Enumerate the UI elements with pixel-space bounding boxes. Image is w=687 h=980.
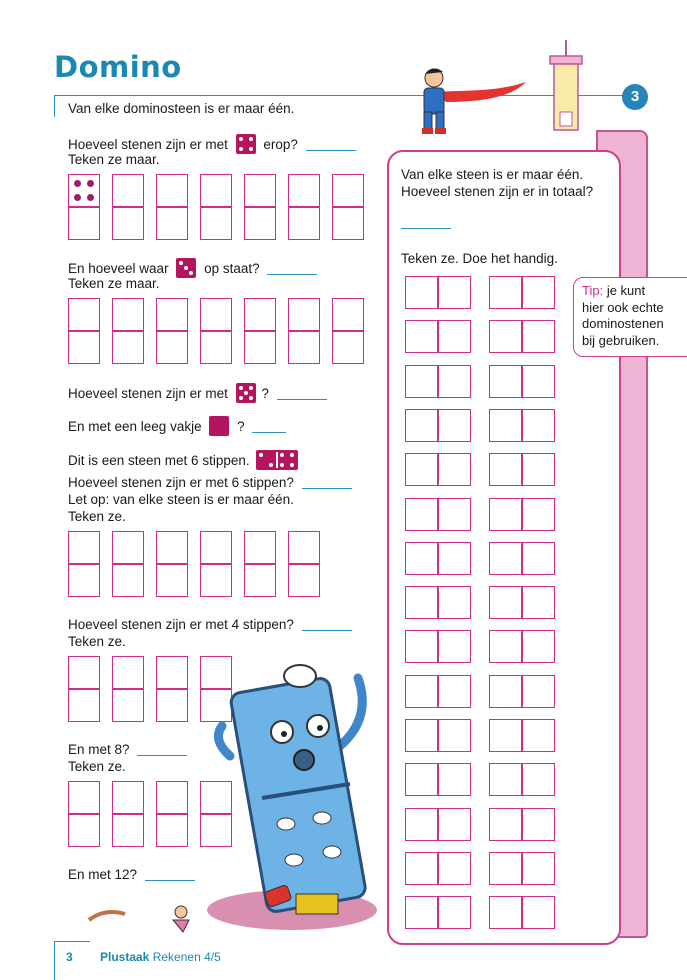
domino-blank-horizontal[interactable] bbox=[405, 365, 471, 398]
domino-blank-horizontal[interactable] bbox=[405, 630, 471, 663]
footer-brand bbox=[100, 950, 221, 964]
question-3-after: ? bbox=[261, 386, 269, 401]
tip-label: Tip: bbox=[582, 283, 604, 298]
domino-blank[interactable] bbox=[68, 781, 100, 847]
domino-blank[interactable] bbox=[156, 781, 188, 847]
domino-blank-horizontal[interactable] bbox=[489, 719, 555, 752]
footer-rule bbox=[54, 941, 90, 942]
domino-blank-horizontal[interactable] bbox=[405, 808, 471, 841]
domino-blank-horizontal[interactable] bbox=[489, 365, 555, 398]
question-2-instruction: Teken ze maar. bbox=[68, 276, 160, 291]
footer-page-number: 3 bbox=[66, 950, 73, 964]
domino-blank-horizontal[interactable] bbox=[489, 453, 555, 486]
domino-blank-horizontal[interactable] bbox=[405, 896, 471, 929]
domino-blank-horizontal[interactable] bbox=[489, 852, 555, 885]
question-4-after: ? bbox=[237, 419, 245, 434]
domino-blank-horizontal[interactable] bbox=[489, 630, 555, 663]
question-2-after: op staat? bbox=[204, 261, 260, 276]
question-8-text: En met 8? bbox=[68, 742, 130, 757]
domino-blank-horizontal[interactable] bbox=[405, 719, 471, 752]
domino-blank[interactable] bbox=[156, 298, 188, 364]
domino-blank[interactable] bbox=[200, 531, 232, 597]
domino-six-icon bbox=[256, 450, 298, 470]
domino-blank-horizontal[interactable] bbox=[489, 276, 555, 309]
domino-blank-horizontal[interactable] bbox=[405, 852, 471, 885]
domino-blank-horizontal[interactable] bbox=[489, 409, 555, 442]
answer-line[interactable] bbox=[401, 228, 451, 229]
domino-blank-horizontal[interactable] bbox=[405, 276, 471, 309]
domino-blank[interactable] bbox=[288, 531, 320, 597]
question-4-text: En met een leeg vakje bbox=[68, 419, 202, 434]
domino-blank[interactable] bbox=[332, 298, 364, 364]
question-1-instruction: Teken ze maar. bbox=[68, 152, 160, 167]
die-blank-icon bbox=[209, 416, 229, 436]
answer-line[interactable] bbox=[252, 432, 286, 433]
domino-blank-horizontal[interactable] bbox=[489, 896, 555, 929]
tower-top-illustration bbox=[540, 40, 600, 140]
domino-blank[interactable] bbox=[156, 656, 188, 722]
question-9-text: En met 12? bbox=[68, 867, 138, 882]
domino-blank-horizontal[interactable] bbox=[405, 542, 471, 575]
question-6-text: Hoeveel stenen zijn er met 6 stippen? bbox=[68, 475, 294, 490]
domino-blank-horizontal[interactable] bbox=[405, 320, 471, 353]
die-four-icon bbox=[236, 134, 256, 154]
question-7-instruction: Teken ze. bbox=[68, 634, 126, 649]
answer-line[interactable] bbox=[267, 274, 317, 275]
domino-blank[interactable] bbox=[112, 174, 144, 240]
domino-blank-horizontal[interactable] bbox=[405, 675, 471, 708]
domino-blank[interactable] bbox=[288, 298, 320, 364]
answer-line[interactable] bbox=[302, 488, 352, 489]
domino-blank[interactable] bbox=[288, 174, 320, 240]
tip-text-1: je kunt bbox=[606, 283, 646, 298]
question-7 bbox=[68, 616, 352, 633]
domino-blank-horizontal[interactable] bbox=[489, 586, 555, 619]
answer-line[interactable] bbox=[302, 630, 352, 631]
header-rule bbox=[54, 95, 624, 96]
question-3-text: Hoeveel stenen zijn er met bbox=[68, 386, 228, 401]
intro-text: Van elke dominosteen is er maar één. bbox=[68, 101, 295, 116]
domino-blank[interactable] bbox=[332, 174, 364, 240]
domino-blank-horizontal[interactable] bbox=[489, 498, 555, 531]
panel-text-3: Teken ze. Doe het handig. bbox=[401, 251, 558, 266]
question-4 bbox=[68, 416, 286, 436]
die-five-icon bbox=[236, 383, 256, 403]
superhero-illustration bbox=[396, 62, 536, 142]
domino-blank[interactable] bbox=[112, 298, 144, 364]
domino-blank-horizontal[interactable] bbox=[405, 498, 471, 531]
domino-blank-horizontal[interactable] bbox=[489, 763, 555, 796]
question-2-text: En hoeveel waar bbox=[68, 261, 169, 276]
question-5-text: Dit is een steen met 6 stippen. bbox=[68, 453, 250, 468]
question-1-text: Hoeveel stenen zijn er met bbox=[68, 137, 228, 152]
question-6 bbox=[68, 474, 352, 491]
tip-text-3: dominostenen bbox=[582, 316, 664, 331]
question-8-instruction: Teken ze. bbox=[68, 759, 126, 774]
footer-rule-left bbox=[54, 941, 55, 980]
panel-text-1: Van elke steen is er maar één. bbox=[401, 167, 584, 182]
domino-blank[interactable] bbox=[112, 656, 144, 722]
domino-blank[interactable] bbox=[68, 656, 100, 722]
footer-brand-name: Plustaak bbox=[100, 950, 150, 964]
domino-blank[interactable] bbox=[200, 298, 232, 364]
domino-blank[interactable] bbox=[244, 531, 276, 597]
domino-blank[interactable] bbox=[112, 781, 144, 847]
question-6-note: Let op: van elke steen is er maar één. bbox=[68, 492, 294, 507]
tip-text-4: bij gebruiken. bbox=[582, 332, 660, 348]
page-number-badge: 3 bbox=[622, 84, 648, 110]
tip-bubble bbox=[573, 277, 687, 357]
domino-blank-horizontal[interactable] bbox=[489, 675, 555, 708]
domino-blank-horizontal[interactable] bbox=[405, 409, 471, 442]
domino-blank[interactable] bbox=[156, 531, 188, 597]
domino-blank[interactable] bbox=[112, 531, 144, 597]
question-7-text: Hoeveel stenen zijn er met 4 stippen? bbox=[68, 617, 294, 632]
answer-line[interactable] bbox=[145, 880, 195, 881]
tip-text-2: hier ook echte bbox=[582, 299, 664, 315]
domino-blank-horizontal[interactable] bbox=[489, 542, 555, 575]
question-6-instruction: Teken ze. bbox=[68, 509, 126, 524]
small-figures-illustration bbox=[85, 898, 215, 938]
domino-blank-horizontal[interactable] bbox=[489, 320, 555, 353]
domino-example bbox=[68, 174, 100, 240]
domino-blank[interactable] bbox=[200, 174, 232, 240]
question-9 bbox=[68, 866, 195, 883]
header-rule-left bbox=[54, 95, 55, 117]
domino-blank[interactable] bbox=[244, 174, 276, 240]
domino-blank-horizontal[interactable] bbox=[405, 586, 471, 619]
question-1-after: erop? bbox=[263, 137, 298, 152]
question-8 bbox=[68, 741, 187, 758]
page-title: Domino bbox=[54, 50, 182, 84]
question-5 bbox=[68, 450, 298, 470]
domino-blank-horizontal[interactable] bbox=[405, 453, 471, 486]
domino-blank-horizontal[interactable] bbox=[405, 763, 471, 796]
answer-line[interactable] bbox=[137, 755, 187, 756]
domino-blank[interactable] bbox=[244, 298, 276, 364]
domino-blank[interactable] bbox=[68, 531, 100, 597]
domino-blank[interactable] bbox=[68, 298, 100, 364]
domino-monster-illustration bbox=[200, 648, 385, 938]
domino-blank[interactable] bbox=[156, 174, 188, 240]
answer-line[interactable] bbox=[306, 150, 356, 151]
domino-blank-horizontal[interactable] bbox=[489, 808, 555, 841]
panel-text-2: Hoeveel stenen zijn er in totaal? bbox=[401, 184, 594, 199]
answer-line[interactable] bbox=[277, 399, 327, 400]
question-3 bbox=[68, 383, 327, 403]
footer-subject: Rekenen 4/5 bbox=[152, 950, 221, 964]
die-three-icon bbox=[176, 258, 196, 278]
